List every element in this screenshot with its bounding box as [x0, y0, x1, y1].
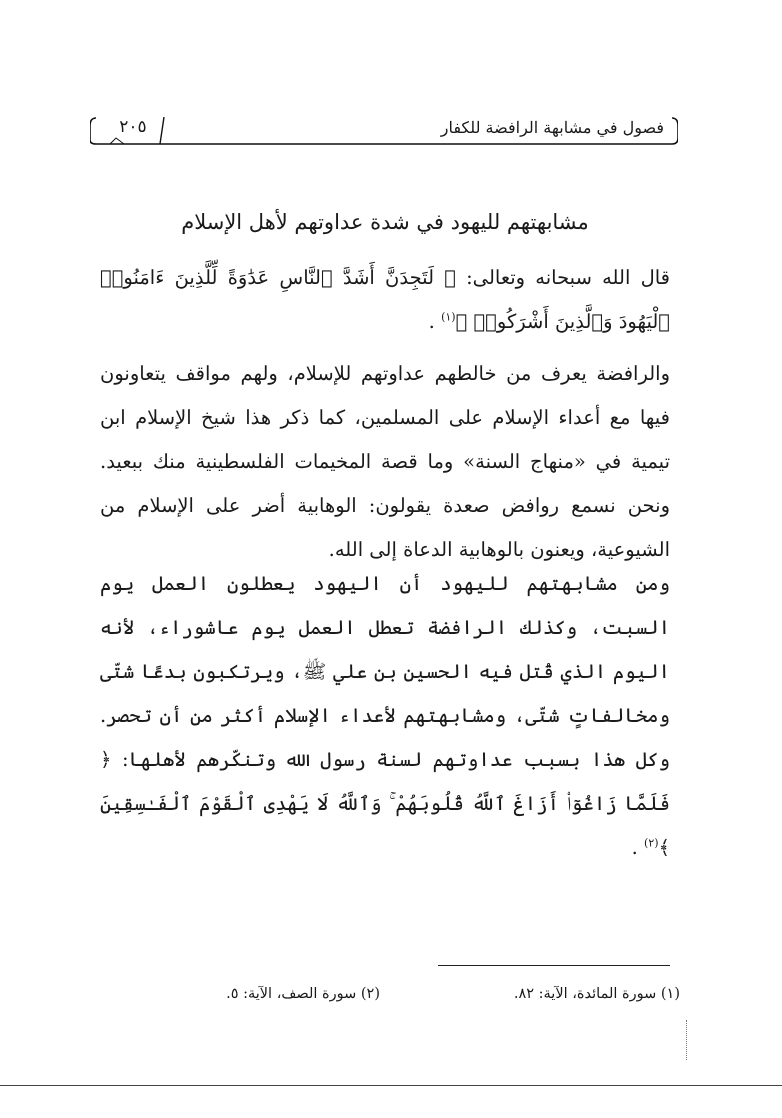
paragraph-3 [100, 562, 670, 870]
paragraph-3-end: . [631, 836, 645, 859]
quran-verse-1: ﴿ لَتَجِدَنَّ أَشَدَّ ٱلنَّاسِ عَدَٰوَةً لِّلَّذِينَ ءَامَنُوا۟ ٱلْيَهُودَ وَٱلَّذِينَ أَشْرَكُوا۟ ﴾ [100, 266, 670, 333]
paragraph-1-intro: قال الله سبحانه وتعالى: [455, 266, 670, 289]
footnote-separator [438, 965, 670, 966]
footnote-ref-2: (٢) [644, 836, 659, 850]
paragraph-2: والرافضة يعرف من خالطهم عداوتهم للإسلام، ولهم مواقف يتعاونون فيها مع أعداء الإسلام على المسلمين، كما ذكر هذا شيخ الإسلام ابن تيمية في «منهاج السنة» وما قصة المخيمات الفلسطينية منك ببعيد. ونحن نسمع روافض صعدة يقولون: الوهابية أضر على الإسلام من الشيوعية، ويعنون بالوهابية الدعاة إلى الله. [100, 362, 670, 561]
paragraph-1 [100, 256, 670, 344]
header-title: فصول في مشابهة الرافضة للكفار [440, 118, 664, 137]
paragraph-3-body: ومن مشابهتهم لليهود أن اليهود يعطلون العمل يوم السبت، وكذلك الرافضة تعطل العمل يوم عاشوراء، لأنه اليوم الذي قُتل فيه الحسين بن علي ﷺ، ويرتكبون بدعًا شتّى ومخالفاتٍ شتّى، ومشابهتهم لأعداء الإسلام أكثر من أن تحصر. وكل هذا بسبب عداوتهم لسنة رسول الله وتنكّرهم لأهلها: [100, 572, 670, 771]
footnote-2: (٢) سورة الصف، الآية: ٥. [226, 986, 380, 1002]
section-title: مشابهتهم لليهود في شدة عداوتهم لأهل الإسلام [181, 210, 589, 234]
page-bottom-rule [0, 1085, 782, 1086]
page-number: ٢٠٥ [119, 117, 147, 137]
footnote-ref-1: (١) [441, 310, 456, 324]
quran-verse-2: ﴿ فَلَمَّا زَاغُوٓا۟ أَزَاغَ ٱللَّهُ قُلُوبَهُمْ ۚ وَٱللَّهُ لَا يَهْدِى ٱلْقَوْمَ ٱلْفَـٰسِقِينَ ﴾ [100, 748, 670, 859]
footnote-1: (١) سورة المائدة، الآية: ٨٢. [513, 986, 680, 1002]
running-header [90, 116, 678, 144]
scan-margin-mark [686, 1020, 693, 1060]
paragraph-1-end: . [428, 310, 442, 333]
